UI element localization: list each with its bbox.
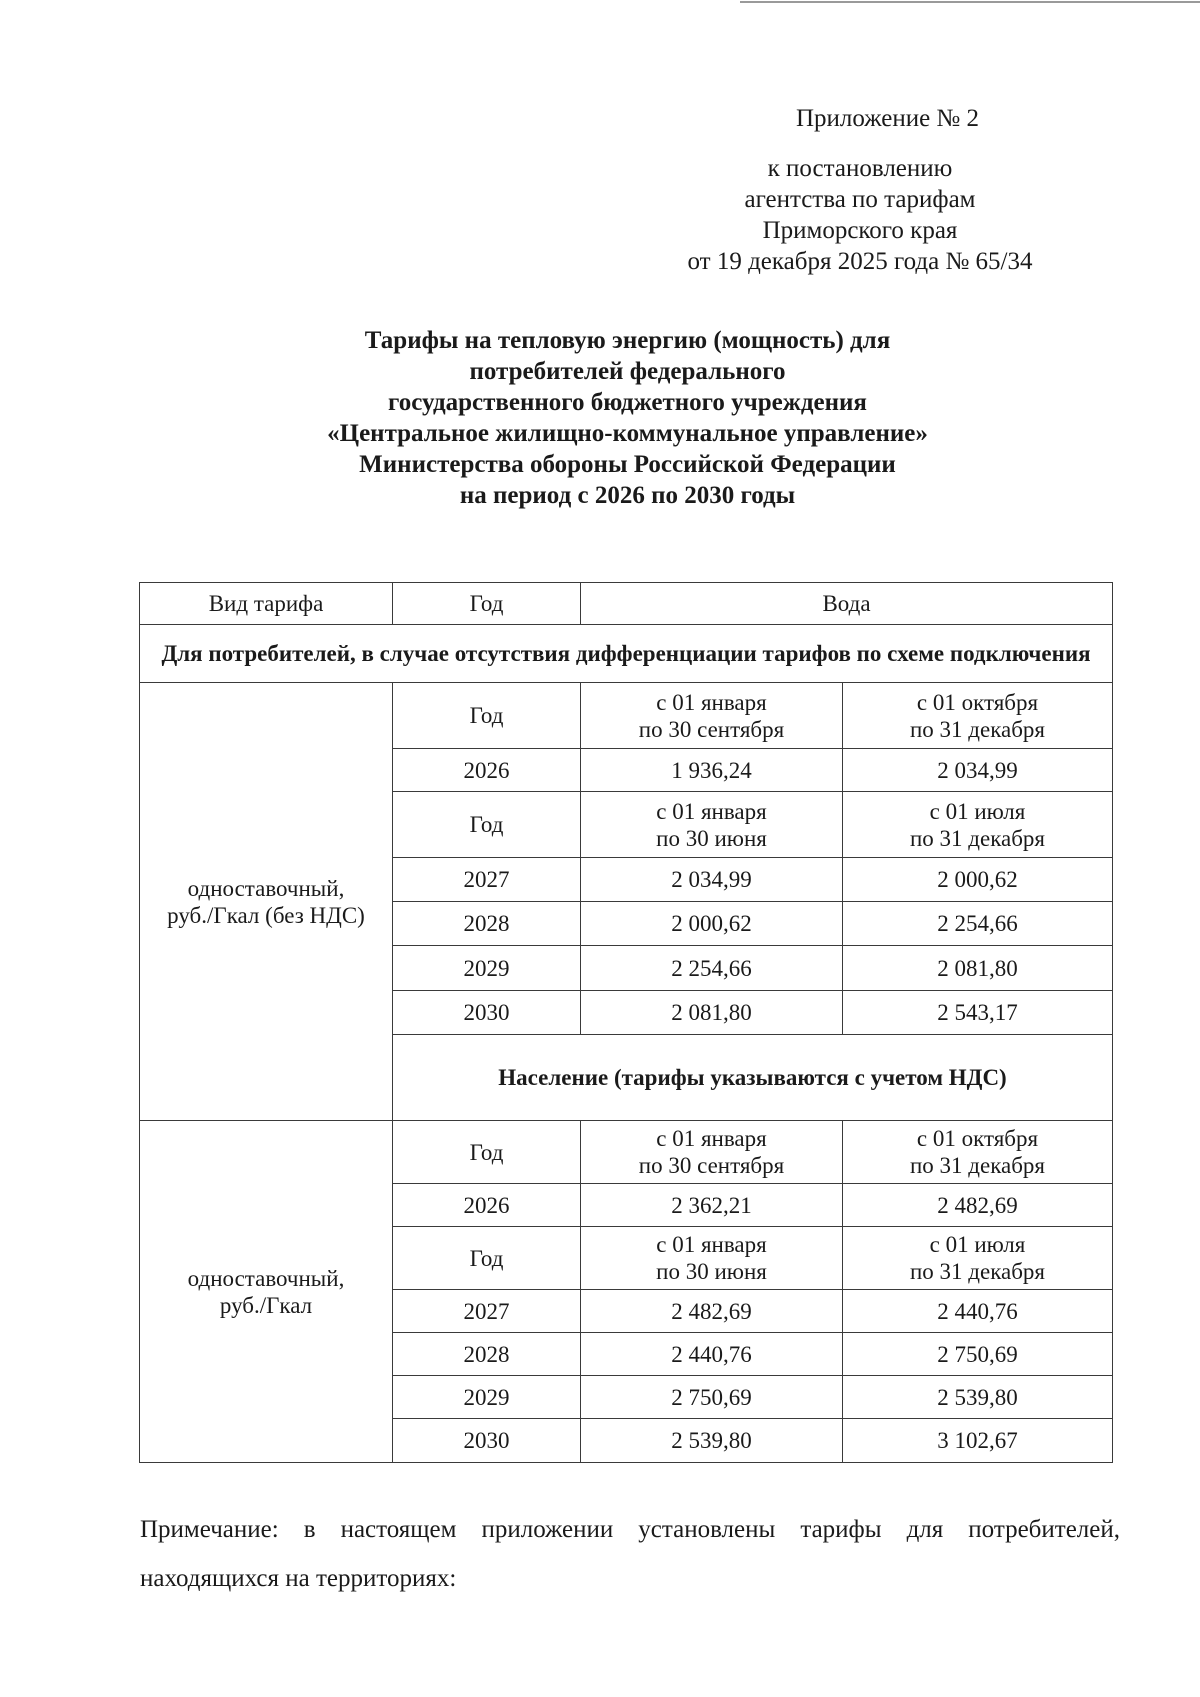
title-line-4: «Центральное жилищно-коммунальное управление» (327, 420, 928, 447)
row-second-value: 2 539,80 (843, 1376, 1113, 1419)
row-year: 2029 (393, 1376, 581, 1419)
period-first-line-1: с 01 января (656, 798, 767, 824)
row-second-value: 2 543,17 (843, 991, 1113, 1035)
tariff-label-line-2: руб./Гкал (219, 1292, 313, 1318)
period-first-line-2: по 30 июня (656, 825, 767, 851)
row-second-value: 2 034,99 (843, 749, 1113, 792)
period-second-line-2: по 31 декабря (909, 1259, 1046, 1284)
row-first-value: 2 750,69 (581, 1376, 843, 1419)
row-first-value: 2 440,76 (581, 1333, 843, 1376)
row-year: 2026 (393, 749, 581, 792)
appendix-line-2: агентства по тарифам (744, 186, 976, 213)
row-first-value: 2 034,99 (581, 858, 843, 902)
row-first-value: 2 254,66 (581, 946, 843, 991)
header-year: Год (393, 583, 581, 625)
appendix-number-wrap (560, 103, 1160, 134)
period-second-line-1: с 01 июля (929, 1232, 1026, 1257)
title-line-3: государственного бюджетного учреждения (388, 389, 867, 416)
section-heading: Население (тарифы указываются с учетом НДС) (393, 1035, 1113, 1121)
header-medium: Вода (581, 583, 1113, 625)
period-header-row (140, 683, 1113, 749)
period-second (843, 1121, 1113, 1184)
tariff-label-line-2: руб./Гкал (без НДС) (167, 902, 365, 928)
title-line-1: Тарифы на тепловую энергию (мощность) для (364, 327, 891, 354)
period-first (581, 792, 843, 858)
row-first-value: 2 000,62 (581, 902, 843, 946)
period-second-line-1: с 01 октября (916, 1126, 1039, 1151)
period-year-label: Год (393, 1121, 581, 1184)
period-first-line-1: с 01 января (656, 689, 767, 715)
period-first (581, 683, 843, 749)
period-second (843, 1227, 1113, 1290)
period-second-line-1: с 01 октября (916, 689, 1039, 715)
tariff-label-line-1: одноставочный, (187, 1265, 345, 1291)
section-heading-row (140, 625, 1113, 683)
row-year: 2030 (393, 991, 581, 1035)
row-year: 2030 (393, 1419, 581, 1463)
row-second-value: 2 000,62 (843, 858, 1113, 902)
row-second-value: 2 081,80 (843, 946, 1113, 991)
document-title (100, 325, 1155, 511)
period-first-line-2: по 30 сентября (638, 1153, 785, 1178)
row-first-value: 1 936,24 (581, 749, 843, 792)
title-line-6: на период с 2026 по 2030 годы (459, 482, 796, 509)
row-first-value: 2 362,21 (581, 1184, 843, 1227)
appendix-line-1: к постановлению (767, 155, 953, 182)
title-line-2: потребителей федерального (469, 358, 786, 385)
period-first-line-2: по 30 июня (656, 1259, 767, 1284)
tariff-type-cell (140, 683, 393, 1121)
period-second-line-2: по 31 декабря (909, 1153, 1046, 1178)
period-year-label: Год (393, 1227, 581, 1290)
row-year: 2026 (393, 1184, 581, 1227)
period-first (581, 1227, 843, 1290)
period-year-label: Год (393, 792, 581, 858)
row-year: 2027 (393, 1290, 581, 1333)
row-second-value: 2 482,69 (843, 1184, 1113, 1227)
row-year: 2028 (393, 902, 581, 946)
period-first (581, 1121, 843, 1184)
header-tariff-type: Вид тарифа (140, 583, 393, 625)
row-second-value: 2 440,76 (843, 1290, 1113, 1333)
period-second-line-2: по 31 декабря (909, 716, 1046, 742)
tariff-table (139, 582, 1113, 1463)
period-second (843, 792, 1113, 858)
tariff-label-line-1: одноставочный, (187, 875, 345, 901)
note-paragraph: Примечание: в настоящем приложении установлены тарифы для потребителей, находящихся на территориях: (140, 1516, 1120, 1592)
row-year: 2029 (393, 946, 581, 991)
period-first-line-1: с 01 января (656, 1232, 767, 1257)
row-second-value: 2 254,66 (843, 902, 1113, 946)
row-second-value: 2 750,69 (843, 1333, 1113, 1376)
row-year: 2028 (393, 1333, 581, 1376)
section-heading: Для потребителей, в случае отсутствия дифференциации тарифов по схеме подключения (140, 625, 1113, 683)
row-first-value: 2 482,69 (581, 1290, 843, 1333)
row-year: 2027 (393, 858, 581, 902)
table-header-row (140, 583, 1113, 625)
tariff-type-cell (140, 1121, 393, 1463)
scan-edge-line (740, 1, 1200, 3)
period-year-label: Год (393, 683, 581, 749)
appendix-number: Приложение № 2 (796, 105, 980, 132)
row-first-value: 2 539,80 (581, 1419, 843, 1463)
appendix-line-4: от 19 декабря 2025 года № 65/34 (687, 248, 1033, 275)
period-first-line-1: с 01 января (656, 1126, 767, 1151)
period-second (843, 683, 1113, 749)
period-second-line-1: с 01 июля (929, 798, 1026, 824)
period-second-line-2: по 31 декабря (909, 825, 1046, 851)
period-header-row (140, 1121, 1113, 1184)
row-second-value: 3 102,67 (843, 1419, 1113, 1463)
appendix-block (560, 103, 1160, 277)
period-first-line-2: по 30 сентября (638, 716, 785, 742)
title-line-5: Министерства обороны Российской Федерации (359, 451, 896, 478)
appendix-line-3: Приморского края (762, 217, 958, 244)
row-first-value: 2 081,80 (581, 991, 843, 1035)
